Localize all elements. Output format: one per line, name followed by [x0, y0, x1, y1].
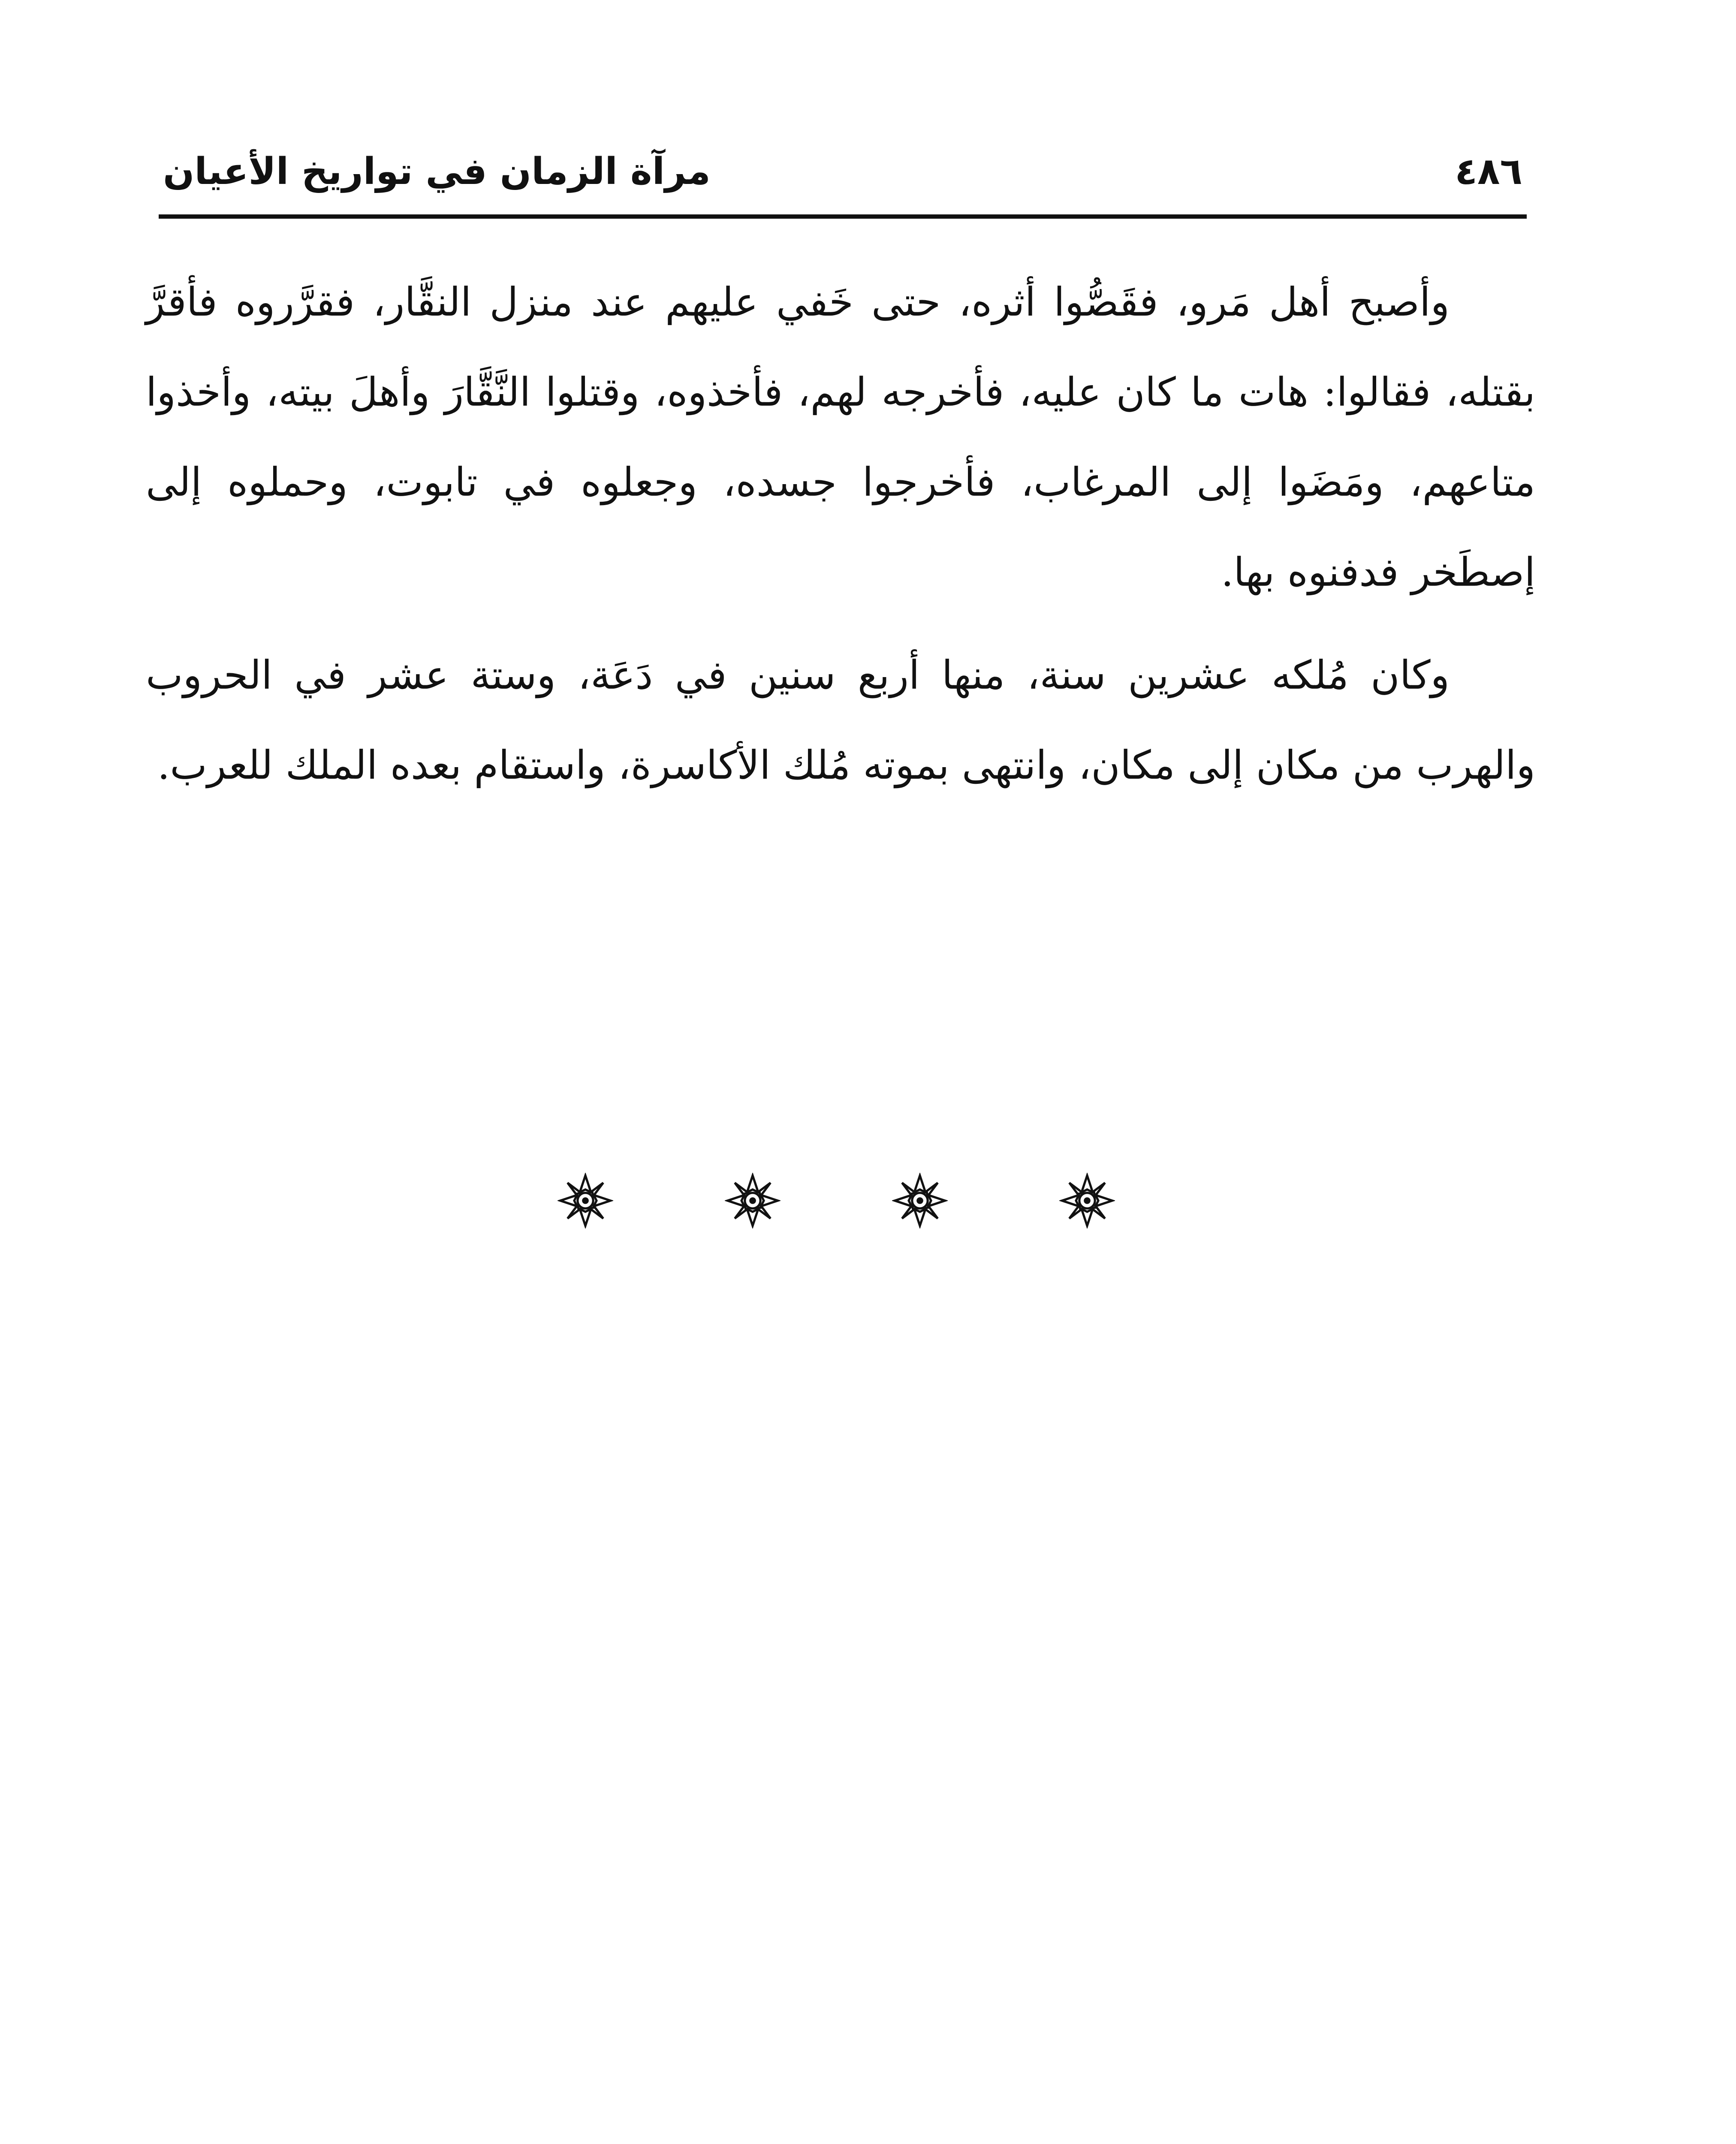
- paragraph-1: وأصبح أهل مَرو، فقَصُّوا أثره، حتى خَفي عليهم عند منزل النقَّار، فقرَّروه فأقرَّ بقتله، فقالوا: هات ما كان عليه، فأخرجه لهم، فأخذوه، وقتلوا النَّقَّارَ وأهلَ بيته، وأخذوا متاعهم، ومَضَوا إلى المرغاب، فأخرجوا جسده، وجعلوه في تابوت، وحملوه إلى إصطَخر فدفنوه بها.: [146, 279, 1535, 595]
- page-number: ٤٨٦: [1455, 150, 1522, 193]
- running-title: مرآة الزمان في تواريخ الأعيان: [163, 150, 711, 193]
- header-rule: [159, 214, 1527, 219]
- section-end-ornaments: [558, 1158, 1115, 1244]
- flower-ornament-icon: [558, 1173, 613, 1229]
- flower-ornament-icon: [892, 1173, 948, 1229]
- page-header: [159, 137, 1527, 219]
- flower-ornament-icon: [725, 1173, 781, 1229]
- paragraph-2: وكان مُلكه عشرين سنة، منها أربع سنين في دَعَة، وستة عشر في الحروب والهرب من مكان إلى مكان، وانتهى بموته مُلك الأكاسرة، واستقام بعده الملك للعرب.: [146, 652, 1535, 788]
- flower-ornament-icon: [1059, 1173, 1115, 1229]
- main-text: [146, 257, 1535, 823]
